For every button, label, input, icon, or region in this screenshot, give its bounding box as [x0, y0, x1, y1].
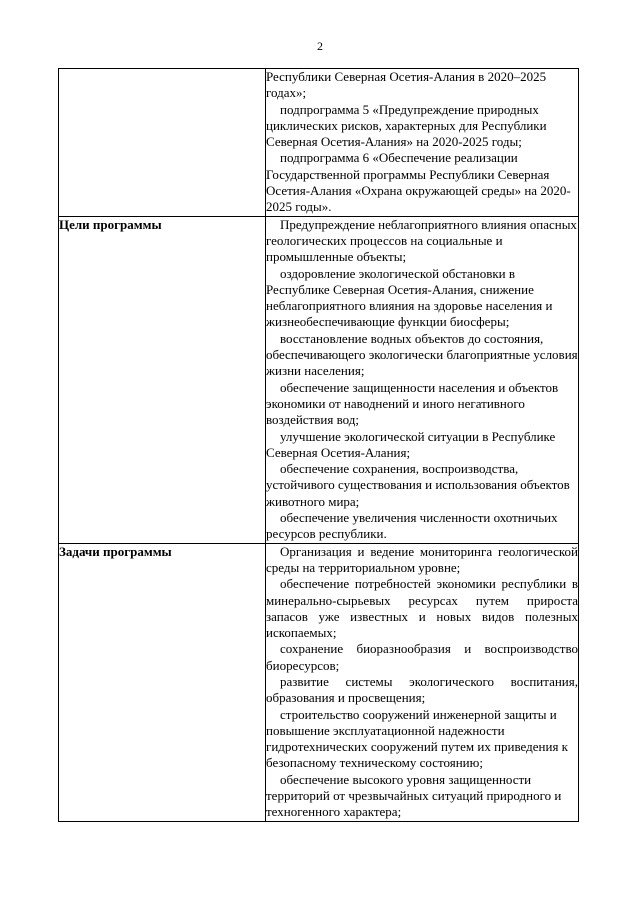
passport-table-body — [59, 69, 579, 822]
program-passport-table — [58, 68, 579, 822]
content-paragraph: восстановление водных объектов до состояния, обеспечивающего экологически благоприятные условия жизни населения; — [266, 330, 578, 379]
row-label: Задачи программы — [59, 543, 266, 821]
page-number: 2 — [317, 39, 323, 53]
content-paragraph: подпрограмма 5 «Предупреждение природных циклических рисков, характерных для Республики Северная Осетия-Алания» на 2020-2025 годы; — [266, 101, 547, 150]
row-content — [266, 216, 579, 543]
table-row — [59, 69, 579, 217]
table-row — [59, 216, 579, 543]
content-paragraph: улучшение экологической ситуации в Республике Северная Осетия-Алания; — [266, 428, 556, 460]
content-paragraph: оздоровление экологической обстановки в Республике Северная Осетия-Алания, снижение неблагоприятного влияния на здоровье населения и жизнеобеспечивающие функции биосферы; — [266, 265, 553, 330]
content-paragraph: обеспечение сохранения, воспроизводства, устойчивого существования и использования объектов животного мира; — [266, 461, 570, 509]
content-paragraph: сохранение биоразнообразия и воспроизводство биоресурсов; — [266, 641, 578, 673]
content-paragraph: Организация и ведение мониторинга геологической среды на территориальном уровне; — [266, 543, 578, 575]
content-paragraph: подпрограмма 6 «Обеспечение реализации Государственной программы Республики Северная Осетия-Алания «Охрана окружающей среды» на 2020-2025 годы». — [266, 150, 571, 215]
content-paragraph: обеспечение высокого уровня защищенности территорий от чрезвычайных ситуаций природного и техногенного характера; — [266, 771, 562, 820]
content-paragraph: обеспечение защищенности населения и объектов экономики от наводнений и иного негативного воздействия вод; — [266, 379, 559, 428]
content-paragraph: обеспечение потребностей экономики республики в минерально-сырьевых ресурсах путем прироста запасов уже известных и новых видов полезных ископаемых; — [266, 576, 578, 641]
content-paragraph: обеспечение увеличения численности охотничьих ресурсов республики. — [266, 510, 558, 542]
content-paragraph: развитие системы экологического воспитания, образования и просвещения; — [266, 673, 578, 706]
row-content — [266, 69, 579, 217]
row-label — [59, 69, 266, 217]
row-content — [266, 543, 579, 821]
content-paragraph: строительство сооружений инженерной защиты и повышение эксплуатационной надежности гидротехнических сооружений путем их приведения к безопасному техническому состоянию; — [266, 706, 568, 771]
table-row — [59, 543, 579, 821]
content-paragraph: Республики Северная Осетия-Алания в 2020–2025 годах»; — [266, 69, 547, 101]
content-paragraph: Предупреждение неблагоприятного влияния опасных геологических процессов на социальные и промышленные объекты; — [266, 216, 577, 265]
row-label: Цели программы — [59, 216, 266, 543]
